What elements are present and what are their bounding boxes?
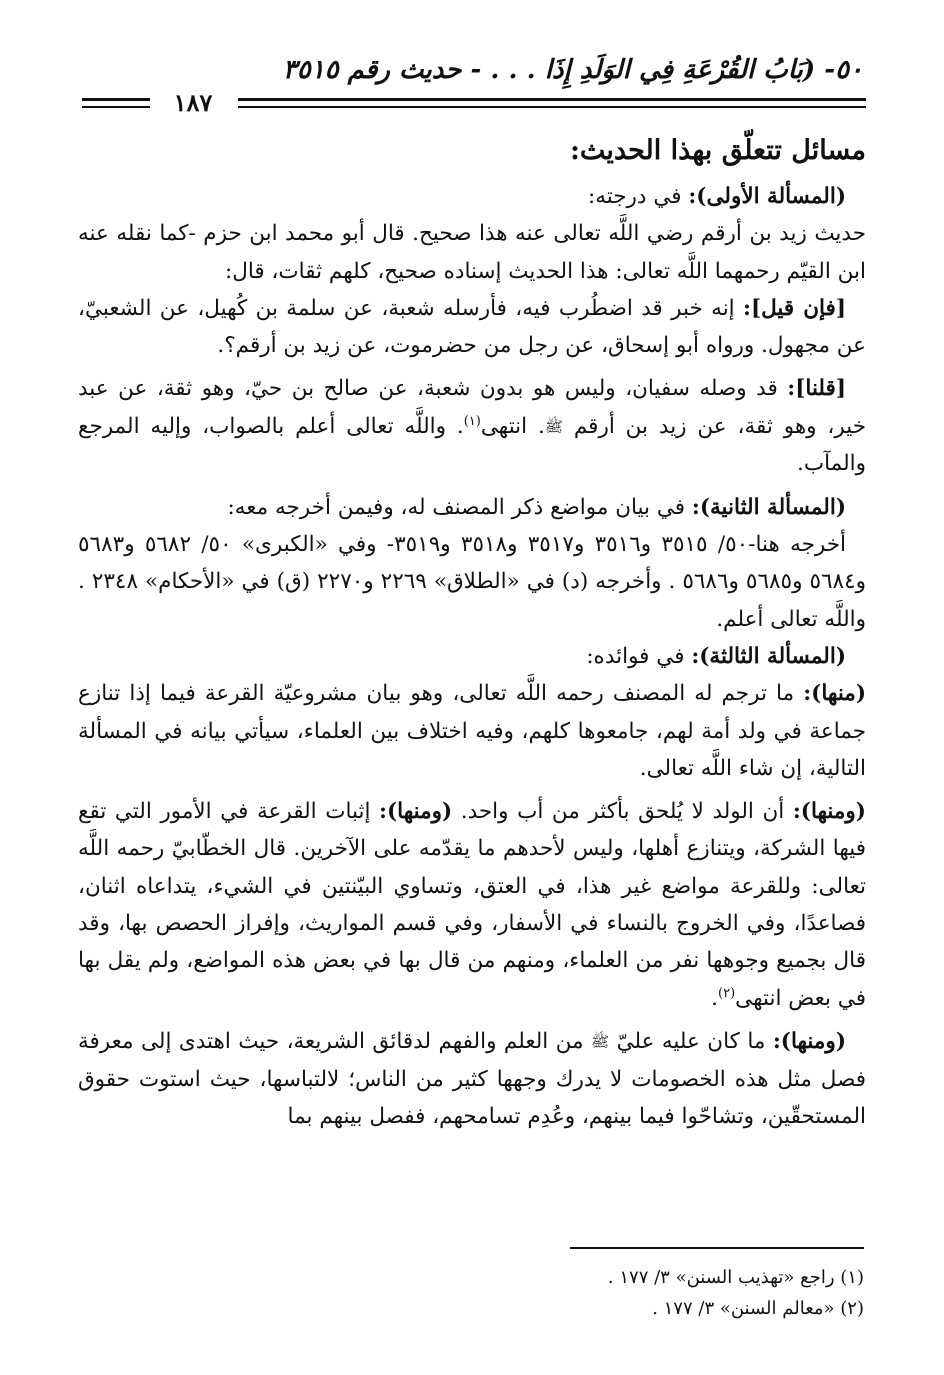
footnotes [500,1262,864,1324]
issue-2-heading [78,489,866,526]
header-rule-left [82,98,150,101]
reply-text-2: . انتهى [480,413,545,439]
reply-text-1: قد وصله سفيان، وليس هو بدون شعبة، عن صالح بن حيّ، وهو ثقة، عن عبد خير، وهو ثقة، عن زيد بن أرقم [78,376,866,439]
issue-3-text: في فوائده: [586,643,692,669]
benefit-2-label: (ومنها): [792,799,866,825]
paragraph-benefit-4 [78,1023,866,1135]
benefit-4-text-1: ما كان عليه عليّ [609,1028,773,1054]
running-header-title: ٥٠- (بَابُ القُرْعَةِ فِي الوَلَدِ إِذَا . . . - حديث رقم ٣٥١٥ [282,55,863,85]
footnote-2: (٢) «معالم السنن» ٣/ ١٧٧ . [652,1298,864,1319]
footnote-divider [570,1247,864,1249]
footnote-ref-2[interactable]: (٢) [718,985,736,1001]
benefit-4-label: (ومنها): [772,1028,846,1054]
reply-label: [قلنا]: [787,376,846,402]
paragraph-reply [78,370,866,482]
main-content [78,128,866,1135]
footnote-ref-1[interactable]: (١) [463,413,481,429]
section-title: مسائل تتعلّق بهذا الحديث: [569,135,866,166]
honorific-glyph: ﷺ [544,417,563,436]
footnote-1: (١) راجع «تهذيب السنن» ٣/ ١٧٧ . [607,1267,864,1288]
paragraph-benefit-1 [78,675,866,787]
benefit-4-text-2: من العلم والفهم لدقائق الشريعة، حيث اهتدى إلى معرفة فصل مثل هذه الخصومات لا يدرك وجهها كثير من الناس؛ لالتباسها، حيث استوت حقوق المستحقّين، وتشاحّوا فيما بينهم، وعُدِم تسامحهم، ففصل بينهم بما [78,1028,866,1129]
header-rule-right-lower [238,106,866,108]
paragraph-references: أخرجه هنا-٥٠/ ٣٥١٥ و٣٥١٦ و٣٥١٧ و٣٥١٨ و٣٥١٩- وفي «الكبرى» ٥٠/ ٥٦٨٢ و٥٦٨٣ و٥٦٨٤ و٥٦٨٥ و٥٦٨٦ . وأخرجه (د) في «الطلاق» ٢٢٦٩ و٢٢٧٠ (ق) في «الأحكام» ٢٣٤٨ . واللَّه تعالى أعلم. [78,532,867,632]
issue-2-label: (المسألة الثانية): [691,494,846,520]
issue-2-text: في بيان مواضع ذكر المصنف له، وفيمن أخرجه معه: [227,494,692,520]
benefit-3-text: إثبات القرعة في الأمور التي تقع فيها الشركة، ويتنازع أهلها، وليس لأحدهم ما يقدّمه على الآخرين. قال الخطّابيّ رحمه اللَّه تعالى: وللقرعة مواضع غير هذا، في العتق، وتساوي البيّنتين في الشيء، يتداعاه اثنان، فصاعدًا، وفي الخروج بالنساء في الأسفار، وفي قسم المواريث، وإفراز الحصص بها، وقد قال بجميع وجوهها نفر من العلماء، ومنهم من قال بها في بعض هذه المواضع، ولم يقل بها في بعض انتهى [78,799,866,1011]
objection-text: إنه خبر قد اضطُرب فيه، فأرسله شعبة، عن سلمة بن كُهيل، عن الشعبيّ، عن مجهول. ورواه أبو إسحاق، عن رجل من حضرموت، عن زيد بن أرقم؟. [78,295,866,359]
header-rule-left-lower [82,106,150,108]
paragraph-objection [78,290,866,365]
honorific-glyph: ﷺ [591,1032,610,1051]
objection-label: [فإن قيل]: [743,295,846,321]
benefit-1-text: ما ترجم له المصنف رحمه اللَّه تعالى، وهو بيان مشروعيّة القرعة فيما إذا تنازع جماعة في ولد أمة لهم، جامعوها كلهم، وفيه اختلاف بين العلماء، سيأتي بيانه في المسألة التالية، إن شاء اللَّه تعالى. [78,681,866,781]
benefit-1-label: (منها): [803,681,866,707]
issue-1-label: (المسألة الأولى): [688,184,846,209]
benefit-3-end: . [711,985,719,1011]
reply-text-3: . واللَّه تعالى أعلم بالصواب، وإليه المرجع والمآب. [78,413,866,477]
page-number: ١٨٧ [158,88,228,118]
benefit-3-label: (ومنها): [379,799,453,825]
paragraph-hadith-grading: حديث زيد بن أرقم رضي اللَّه تعالى عنه هذا صحيح. قال أبو محمد ابن حزم -كما نقله عنه ابن القيّم رحمهما اللَّه تعالى: هذا الحديث إسناده صحيح، كلهم ثقات، قال: [78,221,866,284]
benefit-2-text: أن الولد لا يُلحق بأكثر من أب واحد. [452,799,793,825]
issue-1-text: في درجته: [588,184,689,209]
paragraph-benefit-2 [78,793,866,1017]
header-rule-right [238,98,866,101]
issue-3-heading [78,638,866,675]
issue-3-label: (المسألة الثالثة): [691,643,846,669]
issue-1-heading [78,178,866,215]
